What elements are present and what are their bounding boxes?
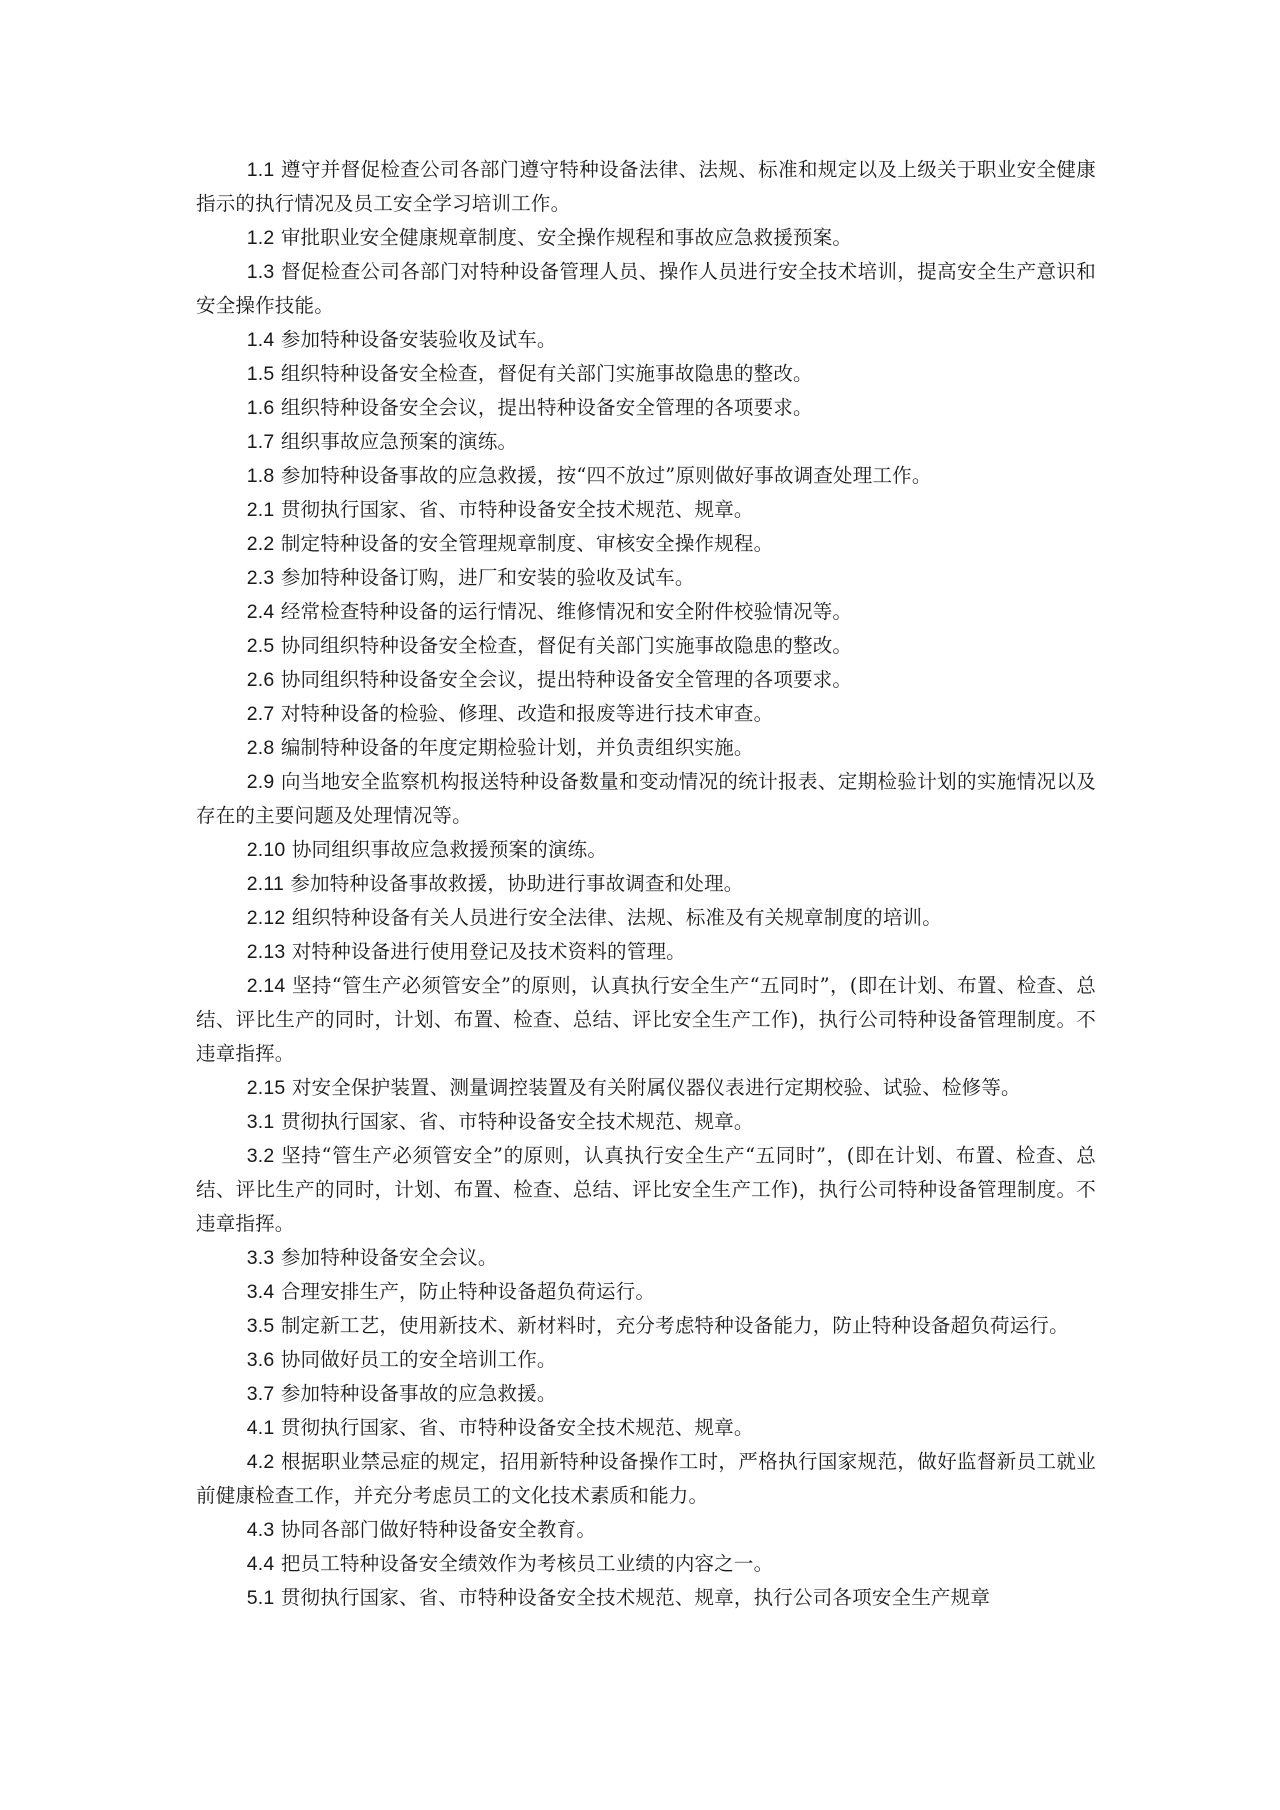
clause-number: 2.14 bbox=[246, 975, 286, 997]
clause-number: 3.6 bbox=[246, 1349, 275, 1371]
clause-text: 坚持“管生产必须管安全”的原则，认真执行安全生产“五同时”，(即在计划、布置、检查、总结、评比生产的同时，计划、布置、检查、总结、评比安全生产工作)，执行公司特种设备管理制度。不违章指挥。 bbox=[196, 1144, 1096, 1235]
clause-paragraph bbox=[196, 663, 1096, 697]
clause-number: 3.2 bbox=[246, 1145, 275, 1167]
clause-number: 1.7 bbox=[246, 431, 275, 453]
clause-number: 2.4 bbox=[246, 601, 275, 623]
clause-text: 组织特种设备有关人员进行安全法律、法规、标准及有关规章制度的培训。 bbox=[291, 906, 942, 929]
clause-number: 3.1 bbox=[246, 1111, 275, 1133]
clause-number: 1.1 bbox=[246, 159, 275, 181]
clause-number: 2.2 bbox=[246, 533, 275, 555]
clause-number: 2.1 bbox=[246, 499, 275, 521]
clause-text: 协同组织特种设备安全会议，提出特种设备安全管理的各项要求。 bbox=[280, 668, 853, 691]
clause-paragraph bbox=[196, 425, 1096, 459]
clause-paragraph bbox=[196, 731, 1096, 765]
clause-number: 1.6 bbox=[246, 397, 275, 419]
clause-number: 3.7 bbox=[246, 1383, 275, 1405]
clause-text: 贯彻执行国家、省、市特种设备安全技术规范、规章，执行公司各项安全生产规章 bbox=[280, 1586, 991, 1609]
clause-text: 制定特种设备的安全管理规章制度、审核安全操作规程。 bbox=[280, 532, 774, 555]
clause-paragraph bbox=[196, 833, 1096, 867]
clause-number: 1.8 bbox=[246, 465, 275, 487]
clause-text: 根据职业禁忌症的规定，招用新特种设备操作工时，严格执行国家规范，做好监督新员工就业前健康检查工作，并充分考虑员工的文化技术素质和能力。 bbox=[196, 1450, 1097, 1507]
clause-text: 向当地安全监察机构报送特种设备数量和变动情况的统计报表、定期检验计划的实施情况以及存在的主要问题及处理情况等。 bbox=[196, 770, 1097, 827]
clause-paragraph bbox=[196, 1581, 1096, 1615]
clause-number: 5.1 bbox=[246, 1587, 275, 1609]
clause-number: 2.13 bbox=[246, 941, 286, 963]
clause-number: 2.9 bbox=[246, 771, 275, 793]
clause-paragraph bbox=[196, 1071, 1096, 1105]
clause-text: 审批职业安全健康规章制度、安全操作规程和事故应急救援预案。 bbox=[280, 226, 853, 249]
clause-text: 遵守并督促检查公司各部门遵守特种设备法律、法规、标准和规定以及上级关于职业安全健康指示的执行情况及员工安全学习培训工作。 bbox=[196, 158, 1097, 215]
clause-text: 合理安排生产，防止特种设备超负荷运行。 bbox=[280, 1280, 656, 1303]
clause-paragraph bbox=[196, 1445, 1096, 1513]
clause-text: 对特种设备进行使用登记及技术资料的管理。 bbox=[291, 940, 686, 963]
clause-number: 3.5 bbox=[246, 1315, 275, 1337]
clause-paragraph bbox=[196, 1275, 1096, 1309]
clause-text: 贯彻执行国家、省、市特种设备安全技术规范、规章。 bbox=[280, 1110, 754, 1133]
clause-text: 参加特种设备事故的应急救援。 bbox=[280, 1382, 557, 1405]
clause-text: 对安全保护装置、测量调控装置及有关附属仪器仪表进行定期校验、试验、检修等。 bbox=[291, 1076, 1021, 1099]
clause-text: 协同组织事故应急救援预案的演练。 bbox=[291, 838, 608, 861]
clause-paragraph bbox=[196, 1343, 1096, 1377]
clause-number: 1.5 bbox=[246, 363, 275, 385]
clause-text: 组织特种设备安全会议，提出特种设备安全管理的各项要求。 bbox=[280, 396, 813, 419]
clause-number: 2.8 bbox=[246, 737, 275, 759]
clause-paragraph bbox=[196, 1513, 1096, 1547]
clause-text: 对特种设备的检验、修理、改造和报废等进行技术审查。 bbox=[280, 702, 774, 725]
clause-number: 1.4 bbox=[246, 329, 275, 351]
clause-paragraph bbox=[196, 323, 1096, 357]
clause-number: 2.11 bbox=[246, 873, 284, 895]
clause-paragraph bbox=[196, 357, 1096, 391]
clause-number: 2.15 bbox=[246, 1077, 286, 1099]
clause-paragraph bbox=[196, 901, 1096, 935]
clause-number: 4.2 bbox=[246, 1451, 275, 1473]
clause-text: 经常检查特种设备的运行情况、维修情况和安全附件校验情况等。 bbox=[280, 600, 853, 623]
clause-text: 把员工特种设备安全绩效作为考核员工业绩的内容之一。 bbox=[280, 1552, 774, 1575]
clause-number: 1.3 bbox=[246, 261, 275, 283]
clause-number: 3.3 bbox=[246, 1247, 275, 1269]
clause-paragraph bbox=[196, 1411, 1096, 1445]
clause-number: 2.7 bbox=[246, 703, 275, 725]
clause-number: 4.3 bbox=[246, 1519, 275, 1541]
clause-number: 3.4 bbox=[246, 1281, 275, 1303]
clause-text: 参加特种设备安装验收及试车。 bbox=[280, 328, 557, 351]
clause-text: 协同做好员工的安全培训工作。 bbox=[280, 1348, 557, 1371]
clause-number: 4.1 bbox=[246, 1417, 275, 1439]
clause-text: 参加特种设备订购，进厂和安装的验收及试车。 bbox=[280, 566, 695, 589]
clause-paragraph bbox=[196, 391, 1096, 425]
clause-text: 参加特种设备事故的应急救援，按“四不放过”原则做好事故调查处理工作。 bbox=[280, 464, 932, 487]
clause-paragraph bbox=[196, 1139, 1096, 1241]
clause-text: 组织事故应急预案的演练。 bbox=[280, 430, 518, 453]
clause-paragraph bbox=[196, 697, 1096, 731]
clause-paragraph bbox=[196, 935, 1096, 969]
clause-text: 组织特种设备安全检查，督促有关部门实施事故隐患的整改。 bbox=[280, 362, 813, 385]
clause-text: 协同组织特种设备安全检查，督促有关部门实施事故隐患的整改。 bbox=[280, 634, 853, 657]
clause-number: 2.3 bbox=[246, 567, 275, 589]
clause-text: 督促检查公司各部门对特种设备管理人员、操作人员进行安全技术培训，提高安全生产意识和安全操作技能。 bbox=[196, 260, 1097, 317]
clause-number: 2.5 bbox=[246, 635, 275, 657]
clause-paragraph bbox=[196, 969, 1096, 1071]
clause-number: 2.6 bbox=[246, 669, 275, 691]
clause-paragraph bbox=[196, 629, 1096, 663]
clause-paragraph bbox=[196, 221, 1096, 255]
clause-paragraph bbox=[196, 459, 1096, 493]
clause-paragraph bbox=[196, 527, 1096, 561]
clause-paragraph bbox=[196, 595, 1096, 629]
clause-paragraph bbox=[196, 765, 1096, 833]
clause-text: 贯彻执行国家、省、市特种设备安全技术规范、规章。 bbox=[280, 1416, 754, 1439]
clause-paragraph bbox=[196, 1241, 1096, 1275]
clause-paragraph bbox=[196, 153, 1096, 221]
clause-text: 协同各部门做好特种设备安全教育。 bbox=[280, 1518, 597, 1541]
clause-paragraph bbox=[196, 1309, 1096, 1343]
clause-text: 编制特种设备的年度定期检验计划，并负责组织实施。 bbox=[280, 736, 754, 759]
clause-paragraph bbox=[196, 561, 1096, 595]
clause-text: 制定新工艺，使用新技术、新材料时，充分考虑特种设备能力，防止特种设备超负荷运行。 bbox=[280, 1314, 1069, 1337]
clause-paragraph bbox=[196, 1377, 1096, 1411]
clause-text: 参加特种设备事故救援，协助进行事故调查和处理。 bbox=[290, 872, 744, 895]
clause-paragraph bbox=[196, 255, 1096, 323]
clause-paragraph bbox=[196, 1105, 1096, 1139]
document-body bbox=[196, 153, 1096, 1615]
clause-number: 2.12 bbox=[246, 907, 286, 929]
clause-text: 贯彻执行国家、省、市特种设备安全技术规范、规章。 bbox=[280, 498, 754, 521]
clause-number: 4.4 bbox=[246, 1553, 275, 1575]
clause-paragraph bbox=[196, 1547, 1096, 1581]
clause-text: 坚持“管生产必须管安全”的原则，认真执行安全生产“五同时”，(即在计划、布置、检查、总结、评比生产的同时，计划、布置、检查、总结、评比安全生产工作)，执行公司特种设备管理制度。不违章指挥。 bbox=[196, 974, 1096, 1065]
clause-text: 参加特种设备安全会议。 bbox=[280, 1246, 498, 1269]
clause-number: 1.2 bbox=[246, 227, 275, 249]
clause-number: 2.10 bbox=[246, 839, 286, 861]
clause-paragraph bbox=[196, 493, 1096, 527]
clause-paragraph bbox=[196, 867, 1096, 901]
